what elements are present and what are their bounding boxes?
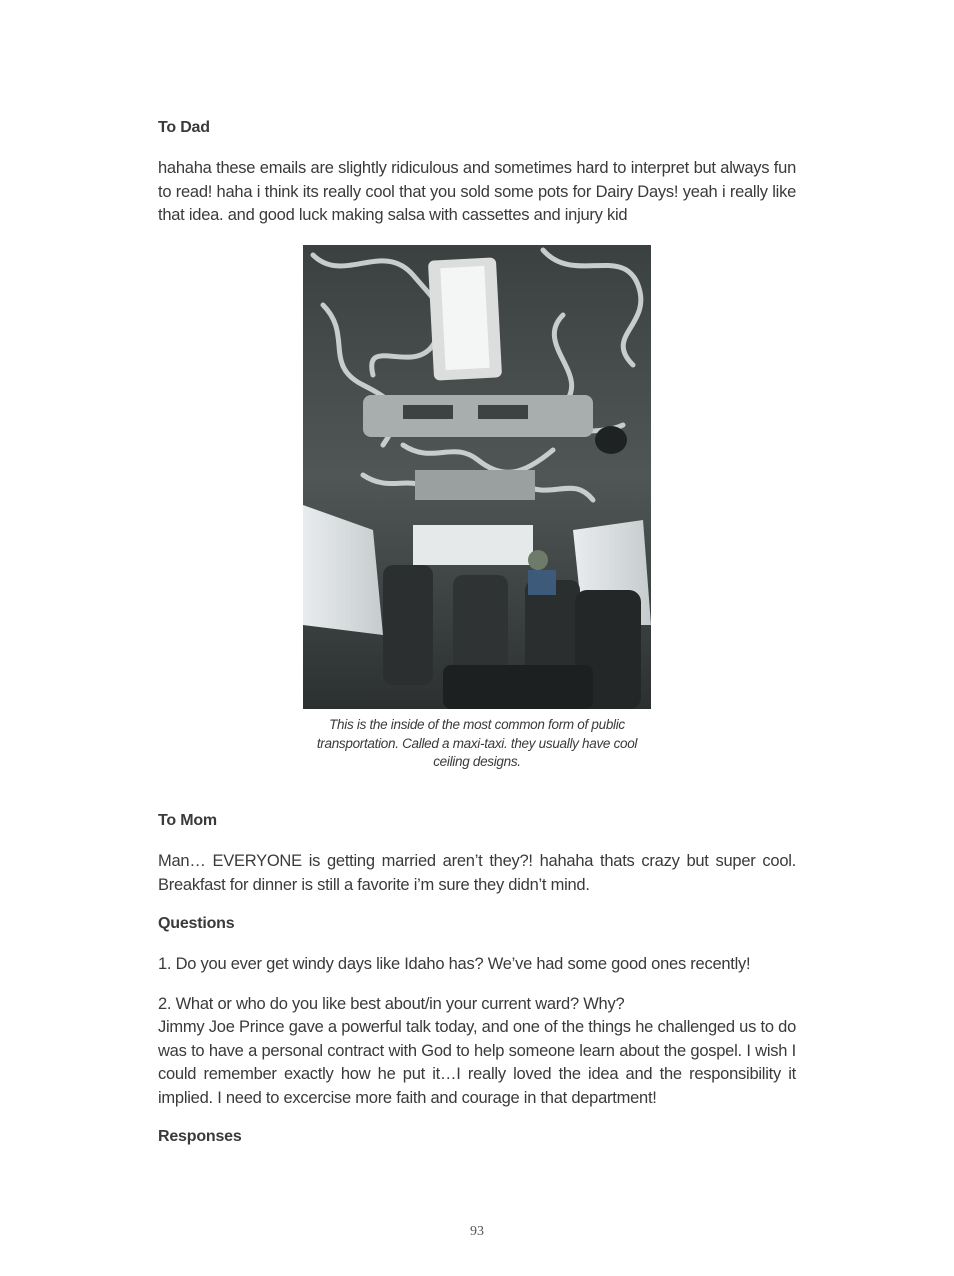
- question-2: 2. What or who do you like best about/in your current ward? Why?: [158, 995, 625, 1013]
- page-number: 93: [470, 1224, 484, 1239]
- maxi-taxi-photo: [303, 245, 651, 709]
- question-2-answer: Jimmy Joe Prince gave a powerful talk today, and one of the things he challenged us to do was to have a personal contract with God to help someone learn about the gospel. I wish I could remember exactly how he put it…I really loved the idea and the responsibility it implied. I need to excercise more faith and courage in that department!: [158, 1018, 796, 1107]
- question-1: 1. Do you ever get windy days like Idaho has? We’ve had some good ones recently!: [158, 955, 751, 973]
- dad-heading: To Dad: [158, 119, 210, 136]
- responses-heading: Responses: [158, 1128, 242, 1145]
- mom-heading: To Mom: [158, 812, 217, 829]
- dad-paragraph: hahaha these emails are slightly ridiculous and sometimes hard to interpret but always fun to read! haha i think its really cool that you sold some pots for Dairy Days! yeah i really like that idea. and good luck making salsa with cassettes and injury kid: [158, 159, 796, 224]
- photo-caption: This is the inside of the most common form of public transportation. Called a maxi-taxi. they usually have cool ceiling designs.: [316, 717, 638, 769]
- questions-heading: Questions: [158, 915, 235, 932]
- mom-paragraph: Man… EVERYONE is getting married aren’t they?! hahaha thats crazy but super cool. Breakfast for dinner is still a favorite i’m sure they didn’t mind.: [158, 852, 796, 894]
